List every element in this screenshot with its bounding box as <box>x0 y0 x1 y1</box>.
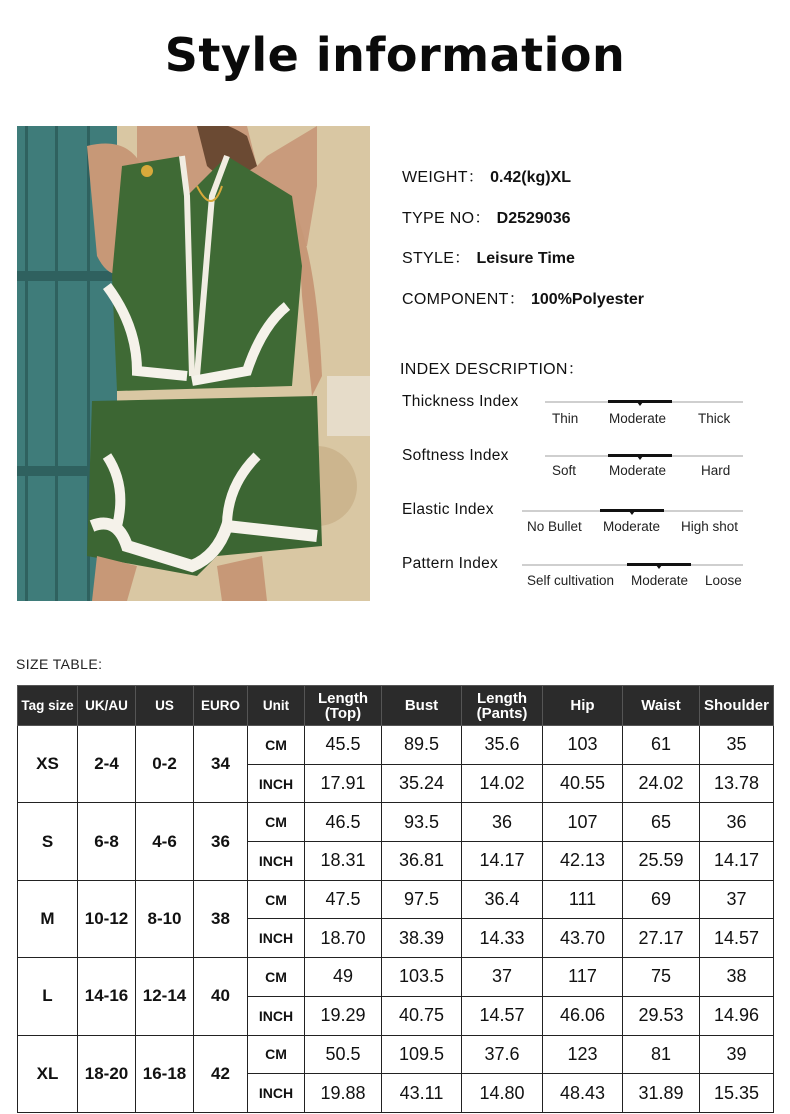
thickness-option-thin: Thin <box>552 411 579 426</box>
thickness-index-label: Thickness Index <box>402 393 519 410</box>
header-length-top-line2: (Top) <box>324 704 362 722</box>
component-label: COMPONENT： <box>402 291 525 308</box>
weight-row <box>402 164 571 187</box>
waist-inch-cell: 25.59 <box>623 842 700 881</box>
shoulder-inch-cell: 15.35 <box>700 1074 774 1113</box>
pattern-option-moderate: Moderate <box>631 573 689 588</box>
style-row <box>402 245 575 268</box>
size-table-header <box>18 686 774 726</box>
length-pants-inch-cell: 14.80 <box>462 1074 543 1113</box>
header-length-top <box>305 686 382 726</box>
tag-size-cell: L <box>18 958 78 1035</box>
euro-cell: 40 <box>194 958 248 1035</box>
length-top-cm-cell: 46.5 <box>305 803 382 842</box>
hip-inch-cell: 48.43 <box>543 1074 623 1113</box>
hip-cm-cell: 117 <box>543 958 623 997</box>
bust-cm-cell: 109.5 <box>382 1035 462 1074</box>
hip-inch-cell: 40.55 <box>543 764 623 803</box>
type-label: TYPE NO： <box>402 210 491 227</box>
length-top-inch-cell: 19.29 <box>305 996 382 1035</box>
waist-cm-cell: 65 <box>623 803 700 842</box>
elastic-selected-marker <box>600 509 664 512</box>
shoulder-cm-cell: 39 <box>700 1035 774 1074</box>
page-title: Style information <box>164 28 626 82</box>
tag-size-cell: S <box>18 803 78 880</box>
table-row <box>18 880 774 919</box>
header-bust: Bust <box>382 686 462 726</box>
shoulder-cm-cell: 38 <box>700 958 774 997</box>
us-cell: 0-2 <box>136 726 194 803</box>
bust-inch-cell: 35.24 <box>382 764 462 803</box>
softness-option-hard: Hard <box>701 463 731 478</box>
weight-value: 0.42(kg)XL <box>490 169 572 186</box>
us-cell: 4-6 <box>136 803 194 880</box>
euro-cell: 36 <box>194 803 248 880</box>
shoulder-cm-cell: 37 <box>700 880 774 919</box>
waist-inch-cell: 31.89 <box>623 1074 700 1113</box>
pattern-option-self-cultivation: Self cultivation <box>527 573 615 588</box>
tag-size-cell: M <box>18 880 78 957</box>
shoulder-inch-cell: 14.17 <box>700 842 774 881</box>
ukau-cell: 14-16 <box>78 958 136 1035</box>
header-tag-size: Tag size <box>18 686 78 726</box>
shoulder-cm-cell: 36 <box>700 803 774 842</box>
shoulder-inch-cell: 14.96 <box>700 996 774 1035</box>
style-value: Leisure Time <box>476 250 575 267</box>
ukau-cell: 18-20 <box>78 1035 136 1112</box>
table-row <box>18 1035 774 1074</box>
length-pants-inch-cell: 14.17 <box>462 842 543 881</box>
component-row <box>402 286 644 309</box>
shoulder-cm-cell: 35 <box>700 726 774 765</box>
length-pants-cm-cell: 36 <box>462 803 543 842</box>
length-pants-inch-cell: 14.33 <box>462 919 543 958</box>
type-value: D2529036 <box>496 210 571 227</box>
bust-cm-cell: 103.5 <box>382 958 462 997</box>
unit-cell-cm: CM <box>248 726 305 765</box>
euro-cell: 42 <box>194 1035 248 1112</box>
bust-inch-cell: 40.75 <box>382 996 462 1035</box>
length-pants-cm-cell: 37.6 <box>462 1035 543 1074</box>
table-row <box>18 803 774 842</box>
softness-selected-marker <box>608 454 672 457</box>
length-top-cm-cell: 47.5 <box>305 880 382 919</box>
us-cell: 8-10 <box>136 880 194 957</box>
bust-cm-cell: 97.5 <box>382 880 462 919</box>
softness-option-soft: Soft <box>552 463 577 478</box>
table-row <box>18 726 774 765</box>
bust-cm-cell: 93.5 <box>382 803 462 842</box>
hip-cm-cell: 107 <box>543 803 623 842</box>
waist-cm-cell: 81 <box>623 1035 700 1074</box>
softness-index-label: Softness Index <box>402 447 509 464</box>
length-pants-inch-cell: 14.02 <box>462 764 543 803</box>
length-top-inch-cell: 18.70 <box>305 919 382 958</box>
header-length-top-line1: Length <box>318 689 368 707</box>
header-length-pants <box>462 686 543 726</box>
unit-cell-cm: CM <box>248 803 305 842</box>
header-ukau: UK/AU <box>78 686 136 726</box>
weight-label: WEIGHT： <box>402 169 485 186</box>
type-row <box>402 205 570 228</box>
ukau-cell: 6-8 <box>78 803 136 880</box>
shoulder-inch-cell: 14.57 <box>700 919 774 958</box>
waist-cm-cell: 75 <box>623 958 700 997</box>
header-length-pants-line2: (Pants) <box>476 704 528 722</box>
hip-cm-cell: 123 <box>543 1035 623 1074</box>
length-top-inch-cell: 19.88 <box>305 1074 382 1113</box>
length-top-inch-cell: 17.91 <box>305 764 382 803</box>
size-table-body <box>18 726 774 1113</box>
elastic-option-no-bullet: No Bullet <box>527 519 582 534</box>
hip-cm-cell: 111 <box>543 880 623 919</box>
tag-size-cell: XL <box>18 1035 78 1112</box>
thickness-option-thick: Thick <box>698 411 731 426</box>
index-heading: INDEX DESCRIPTION： <box>400 361 585 378</box>
us-cell: 16-18 <box>136 1035 194 1112</box>
length-top-cm-cell: 45.5 <box>305 726 382 765</box>
product-photo <box>17 126 370 601</box>
length-pants-cm-cell: 35.6 <box>462 726 543 765</box>
size-table <box>17 685 774 1113</box>
length-top-inch-cell: 18.31 <box>305 842 382 881</box>
unit-cell-inch: INCH <box>248 1074 305 1113</box>
euro-cell: 38 <box>194 880 248 957</box>
waist-cm-cell: 61 <box>623 726 700 765</box>
bust-cm-cell: 89.5 <box>382 726 462 765</box>
unit-cell-inch: INCH <box>248 996 305 1035</box>
bust-inch-cell: 36.81 <box>382 842 462 881</box>
hip-inch-cell: 42.13 <box>543 842 623 881</box>
tag-size-cell: XS <box>18 726 78 803</box>
shoulder-inch-cell: 13.78 <box>700 764 774 803</box>
header-unit: Unit <box>248 686 305 726</box>
length-pants-cm-cell: 37 <box>462 958 543 997</box>
thickness-selected-marker <box>608 400 672 403</box>
pattern-option-loose: Loose <box>705 573 742 588</box>
header-length-pants-line1: Length <box>477 689 527 707</box>
waist-inch-cell: 24.02 <box>623 764 700 803</box>
ukau-cell: 10-12 <box>78 880 136 957</box>
waist-inch-cell: 27.17 <box>623 919 700 958</box>
component-value: 100%Polyester <box>531 291 644 308</box>
hip-inch-cell: 43.70 <box>543 919 623 958</box>
length-pants-inch-cell: 14.57 <box>462 996 543 1035</box>
elastic-option-moderate: Moderate <box>603 519 661 534</box>
table-row <box>18 958 774 997</box>
bust-inch-cell: 38.39 <box>382 919 462 958</box>
elastic-index-label: Elastic Index <box>402 501 494 518</box>
length-top-cm-cell: 49 <box>305 958 382 997</box>
euro-cell: 34 <box>194 726 248 803</box>
header-us: US <box>136 686 194 726</box>
unit-cell-inch: INCH <box>248 842 305 881</box>
elastic-option-high-shot: High shot <box>681 519 739 534</box>
unit-cell-cm: CM <box>248 1035 305 1074</box>
size-table-label: SIZE TABLE: <box>16 656 103 672</box>
hip-inch-cell: 46.06 <box>543 996 623 1035</box>
thickness-option-moderate: Moderate <box>609 411 667 426</box>
header-shoulder: Shoulder <box>700 686 774 726</box>
header-waist: Waist <box>623 686 700 726</box>
header-hip: Hip <box>543 686 623 726</box>
softness-option-moderate: Moderate <box>609 463 667 478</box>
unit-cell-inch: INCH <box>248 764 305 803</box>
unit-cell-inch: INCH <box>248 919 305 958</box>
ukau-cell: 2-4 <box>78 726 136 803</box>
pattern-selected-marker <box>627 563 691 566</box>
waist-cm-cell: 69 <box>623 880 700 919</box>
unit-cell-cm: CM <box>248 880 305 919</box>
bust-inch-cell: 43.11 <box>382 1074 462 1113</box>
us-cell: 12-14 <box>136 958 194 1035</box>
unit-cell-cm: CM <box>248 958 305 997</box>
pattern-index-label: Pattern Index <box>402 555 499 572</box>
header-euro: EURO <box>194 686 248 726</box>
style-label: STYLE： <box>402 250 471 267</box>
length-top-cm-cell: 50.5 <box>305 1035 382 1074</box>
length-pants-cm-cell: 36.4 <box>462 880 543 919</box>
hip-cm-cell: 103 <box>543 726 623 765</box>
waist-inch-cell: 29.53 <box>623 996 700 1035</box>
